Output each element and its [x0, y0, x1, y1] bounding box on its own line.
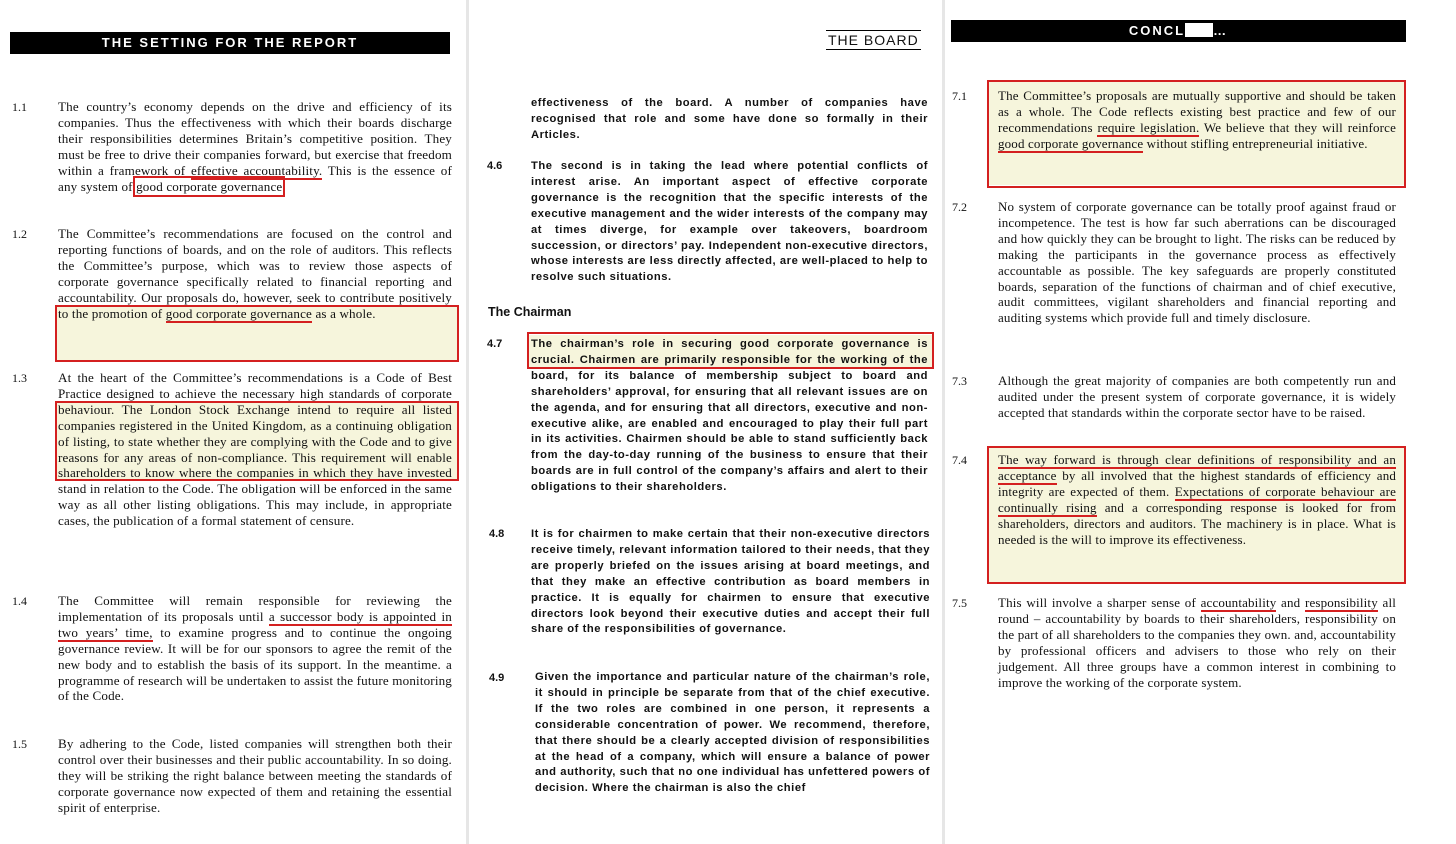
paragraph-number: 7.5	[952, 596, 967, 610]
paragraph-number: 7.1	[952, 89, 967, 103]
document-page-left	[0, 0, 466, 844]
paragraph-7-3: Although the great majority of companies are both competently run and audited under the present system of corporate governance, it is widely accepted that standards within the corporate sector have to be raised.	[998, 373, 1396, 420]
paragraph-number: 4.7	[487, 338, 503, 350]
paragraph-number: 7.3	[952, 374, 967, 388]
document-page-middle	[469, 0, 942, 844]
paragraph-number: 4.9	[489, 672, 505, 684]
document-page-right	[945, 0, 1456, 844]
paragraph-7-5: This will involve a sharper sense of accountability and responsibility all round – accountability by boards to their shareholders, responsibility on the part of all shareholders to the companies they own. and, accountability by professional officers and advisers to those who rely on their judgement. All three groups have a common interest in combining to improve the working of the corporate system.	[998, 595, 1396, 690]
paragraph-4-6: The second is in taking the lead where potential conflicts of interest arise. An important aspect of effective corporate governance is the recognition that the specific interests of the executive management and the wider interests of the company may at times diverge, for example over takeovers, boardroom succession, or directors’ pay. Independent non-executive directors, whose interests are less directly affected, are well-placed to help to resolve such situations.	[531, 160, 928, 284]
paragraph-1-3: At the heart of the Committee’s recommendations is a Code of Best Practice designed to achieve the necessary high standards of corporate behaviour. The London Stock Exchange intend to require all listed companies registered in the United Kingdom, as a continuing obligation of listing, to state whether they are complying with the Code and to give reasons for any areas of non-compliance. This requirement will enable shareholders to know where the companies in which they have invested stand in relation to the Code. The obligation will be enforced in the same way as all other listing obligations. This may include, in appropriate cases, the publication of a formal statement of censure.	[58, 370, 452, 529]
paragraph-7-1: The Committee’s proposals are mutually supportive and should be taken as a whole. The Code reflects existing best practice and few of our recommendations require legislation. We believe that they will reinforce good corporate governance without stifling entrepreneurial initiative.	[998, 88, 1396, 151]
paragraph-1-4: The Committee will remain responsible for reviewing the implementation of its proposals until a successor body is appointed in two years’ time, to examine progress and to continue the ongoing governance review. It will be for our sponsors to agree the remit of the new body and to establish the basis of its support. In the meantime. a programme of research will be undertaken to assist the future monitoring of the Code.	[58, 593, 452, 704]
paragraph-number: 1.4	[12, 594, 27, 608]
paragraph-1-2: The Committee’s recommendations are focused on the control and reporting functions of boards, and on the role of auditors. This reflects the Committee’s purpose, which was to review those aspects of corporate governance specifically related to financial reporting and accountability. Our proposals do, however, seek to contribute positively to the promotion of good corporate governance as a whole.	[58, 226, 452, 321]
section-banner: CONCL …	[951, 20, 1406, 42]
paragraph-number: 1.5	[12, 737, 27, 751]
paragraph-4-9: Given the importance and particular nature of the chairman’s role, it should in principle be separate from that of the chief executive. If the two roles are combined in one person, it represents a considerable concentration of power. We recommend, therefore, that there should be a clearly accepted division of responsibilities at the head of a company, which will ensure a balance of power and authority, such that no one individual has unfettered powers of decision. Where the chairman is also the chief	[535, 671, 930, 795]
paragraph-number: 4.6	[487, 160, 503, 172]
paragraph-number: 1.1	[12, 100, 27, 114]
paragraph-4-8: It is for chairmen to make certain that their non-executive directors receive timely, relevant information tailored to their needs, that they are properly briefed on the issues arising at board meetings, and that they make an effective contribution as board members in practice. It is equally for chairmen to ensure that executive directors look beyond their executive duties and accept their full share of the responsibilities of governance.	[531, 528, 930, 636]
paragraph-1-5: By adhering to the Code, listed companies will strengthen both their control over their businesses and their public accountability. In so doing. they will be striking the right balance between meeting the standards of corporate governance now expected of them and retaining the essential spirit of enterprise.	[58, 736, 452, 815]
paragraph-7-4: The way forward is through clear definitions of responsibility and an acceptance by all involved that the highest standards of efficiency and integrity are expected of them. Expectations of corporate behaviour are continually rising and a corresponding response is looked for from shareholders, directors and auditors. The machinery is in place. What is needed is the will to improve its effectiveness.	[998, 452, 1396, 547]
paragraph-number: 4.8	[489, 528, 505, 540]
paragraph-continuation: effectiveness of the board. A number of companies have recognised that role and some have done so formally in their Articles.	[531, 97, 928, 141]
subheading-chairman: The Chairman	[488, 305, 572, 319]
section-header: THE BOARD	[828, 32, 919, 48]
paragraph-number: 7.4	[952, 453, 967, 467]
paragraph-1-1: The country’s economy depends on the drive and efficiency of its companies. Thus the effectiveness with which their boards discharge their responsibilities determines Britain’s competitive position. They must be free to drive their companies forward, but exercise that freedom within a framework of effective accountability. This is the essence of any system of good corporate governance	[58, 99, 453, 194]
paragraph-number: 7.2	[952, 200, 967, 214]
paragraph-7-2: No system of corporate governance can be totally proof against fraud or incompetence. The test is how far such aberrations can be discouraged and how quickly they can be brought to light. The risks can be reduced by making the participants in the governance process as effectively accountable as possible. The key safeguards are properly constituted boards, separation of the functions of chairman and of chief executive, audit committees, vigilant shareholders and financial reporting and auditing systems which provide full and timely disclosure.	[998, 199, 1396, 326]
paragraph-number: 1.2	[12, 227, 27, 241]
paragraph-number: 1.3	[12, 371, 27, 385]
paragraph-4-7: The chairman’s role in securing good corporate governance is crucial. Chairmen are primarily responsible for the working of the board, for its balance of membership subject to board and shareholders’ approval, for ensuring that all relevant issues are on the agenda, and for ensuring that all directors, executive and non-executive alike, are enabled and encouraged to play their full part in its activities. Chairmen should be able to stand sufficiently back from the day-to-day running of the business to ensure that their boards are in full control of the company’s affairs and alert to their obligations to their shareholders.	[531, 338, 928, 494]
section-banner: THE SETTING FOR THE REPORT	[10, 32, 450, 54]
